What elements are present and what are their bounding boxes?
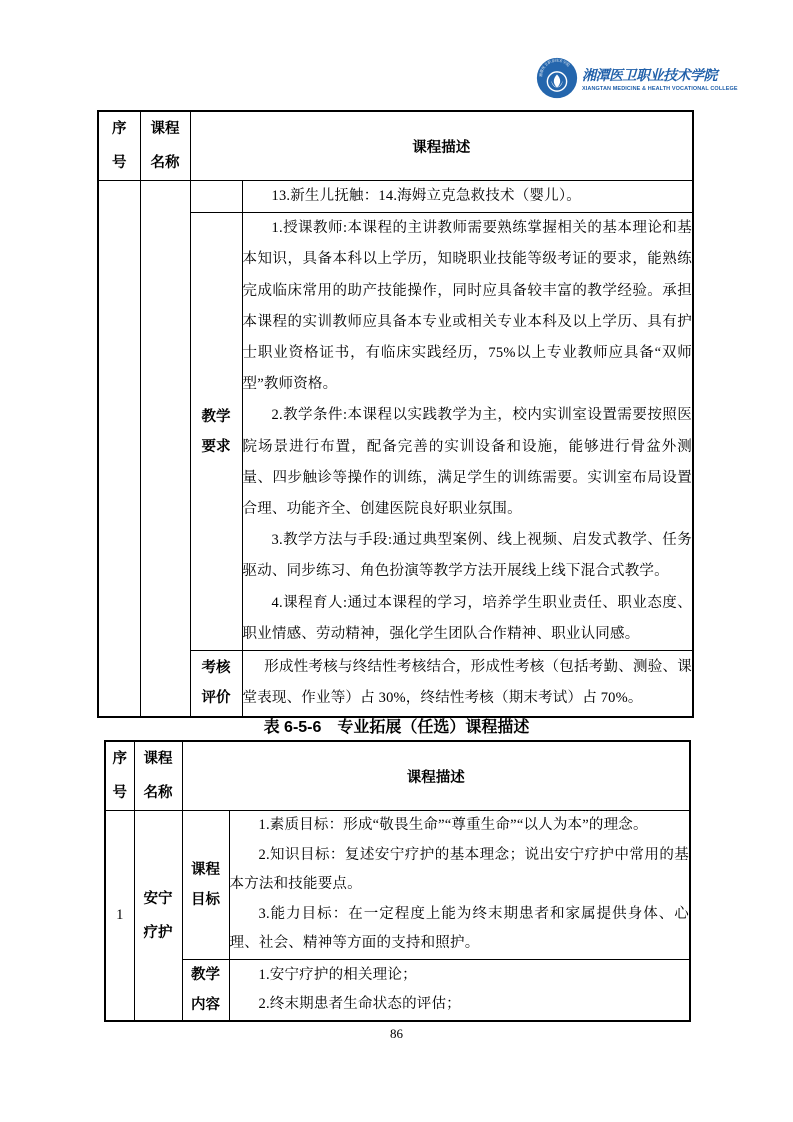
paragraph: 2.教学条件:本课程以实践教学为主，校内实训室设置需要按照医院场景进行布置，配备完善的实训设备和设施，能够进行骨盆外测量、四步触诊等操作的训练，满足学生的训练需要。实训室布局设置合理、功能齐全、创建医院良好职业氛围。 bbox=[242, 407, 692, 518]
page-number: 86 bbox=[390, 1026, 403, 1041]
paragraph: 3.能力目标：在一定程度上能为终末期患者和家属提供身体、心理、社会、精神等方面的支持和照护。 bbox=[229, 905, 689, 952]
column-header-course-name: 课程名称 bbox=[134, 741, 182, 811]
row-label-assessment-evaluation: 考核评价 bbox=[190, 651, 242, 717]
teaching-requirements-cell bbox=[242, 213, 693, 651]
column-header-course-description: 课程描述 bbox=[190, 111, 693, 181]
teaching-content-continued-cell bbox=[242, 181, 693, 213]
serial-number-cell: 1 bbox=[105, 811, 134, 1022]
paragraph: 2.终末期患者生命状态的评估； bbox=[258, 996, 461, 1013]
college-name-chinese: 湘潭医卫职业技术学院 bbox=[582, 68, 717, 84]
row-label-cell-empty bbox=[190, 181, 242, 213]
paragraph: 1.安宁疗护的相关理论； bbox=[258, 966, 417, 983]
college-name-english: XIANGTAN MEDICINE & HEALTH VOCATIONAL COLLEGE bbox=[582, 85, 738, 92]
assessment-evaluation-cell bbox=[242, 651, 693, 717]
college-logo bbox=[536, 57, 738, 99]
column-header-serial-number: 序号 bbox=[105, 741, 134, 811]
paragraph: 1.授课教师:本课程的主讲教师需要熟练掌握相关的基本理论和基本知识，具备本科以上学历，知晓职业技能等级考证的要求，能熟练完成临床常用的助产技能操作，同时应具备较丰富的教学经验。承担本课程的实训教师应具备本专业或相关专业本科及以上学历、具有护士职业资格证书，有临床实践经历，75%以上专业教师应具备“双师型”教师资格。 bbox=[242, 220, 692, 393]
paragraph: 形成性考核与终结性考核结合，形成性考核（包括考勤、测验、课堂表现、作业等）占 30%，终结性考核（期末考试）占 70%。 bbox=[242, 659, 692, 707]
college-emblem-icon bbox=[536, 57, 578, 99]
course-name-cell: 安宁疗护 bbox=[134, 811, 182, 1022]
column-header-course-description: 课程描述 bbox=[182, 741, 690, 811]
serial-number-cell-empty bbox=[98, 181, 140, 717]
column-header-course-name: 课程名称 bbox=[140, 111, 190, 181]
college-logo-text bbox=[582, 65, 738, 92]
row-label-course-objectives: 课程目标 bbox=[182, 811, 229, 960]
paragraph: 4.课程育人:通过本课程的学习，培养学生职业责任、职业态度、职业情感、劳动精神，强化学生团队合作精神、职业认同感。 bbox=[242, 594, 692, 642]
paragraph: 3.教学方法与手段:通过典型案例、线上视频、启发式教学、任务驱动、同步练习、角色扮演等教学方法开展线上线下混合式教学。 bbox=[242, 532, 692, 580]
svg-text:湘潭医卫职业技术学院: 湘潭医卫职业技术学院 bbox=[539, 58, 571, 78]
course-name-cell-empty bbox=[140, 181, 190, 717]
table-caption: 表 6-5-6 专业拓展（任选）课程描述 bbox=[263, 719, 530, 736]
row-label-teaching-content: 教学内容 bbox=[182, 959, 229, 1021]
teaching-content-cell bbox=[229, 959, 690, 1021]
course-description-table-continued bbox=[97, 110, 694, 718]
paragraph: 2.知识目标：复述安宁疗护的基本理念；说出安宁疗护中常用的基本方法和技能要点。 bbox=[229, 846, 689, 893]
row-label-teaching-requirements: 教学要求 bbox=[190, 213, 242, 651]
paragraph: 13.新生儿抚触：14.海姆立克急救技术（婴儿）。 bbox=[271, 188, 581, 204]
paragraph: 1.素质目标：形成“敬畏生命”“尊重生命”“以人为本”的理念。 bbox=[258, 817, 648, 833]
course-objectives-cell bbox=[229, 811, 690, 960]
elective-course-description-table bbox=[104, 740, 691, 1022]
column-header-serial-number: 序号 bbox=[98, 111, 140, 181]
